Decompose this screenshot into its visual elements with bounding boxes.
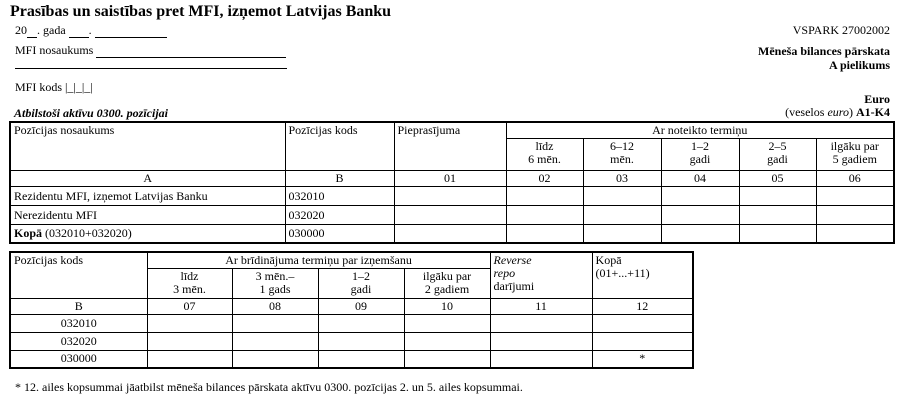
col-header-notice-2: 3 mēn.– 1 gads [232,269,318,299]
col-header-repo: Reverse repo darījumi [490,252,592,299]
letter-cell: 08 [232,299,318,315]
units-close: ) [849,105,853,119]
table-1 [9,121,895,244]
mfi-name-line [15,43,286,58]
row-code: 032010 [285,187,394,206]
mfi-name-field[interactable] [96,45,286,58]
table-row-total [10,225,894,243]
input-cell[interactable] [232,351,318,368]
row-code: 032020 [10,333,147,351]
input-cell[interactable] [232,333,318,351]
col-header-demand: Pieprasījuma [394,122,506,171]
col-header-notice-1: līdz 3 mēn. [147,269,232,299]
table-row [10,187,894,206]
input-cell[interactable] [318,315,404,333]
input-cell[interactable] [318,333,404,351]
letter-cell: 04 [661,171,739,187]
input-cell[interactable] [506,187,583,206]
letter-cell: 05 [739,171,816,187]
col-header-notice-3: 1–2 gadi [318,269,404,299]
col-header-term-2: 6–12 mēn. [583,139,661,171]
input-cell[interactable] [592,315,693,333]
mfi-code-boxes[interactable]: |_|_|_| [65,80,93,94]
day-field[interactable] [69,25,89,38]
input-cell[interactable] [816,225,894,243]
col-header-term-1: līdz 6 mēn. [506,139,583,171]
row-name: Rezidentu MFI, izņemot Latvijas Banku [10,187,285,206]
date-dot: . [88,23,92,37]
footnote: * 12. ailes kopsummai jāatbilst mēneša bilances pārskata aktīvu 0300. pozīcijas 2. un 5. ailes kopsummai. [15,380,523,394]
input-cell[interactable] [147,315,232,333]
input-cell[interactable] [816,206,894,225]
section-label: Atbilstoši aktīvu 0300. pozīcijai [14,106,169,120]
table-row [10,206,894,225]
input-cell[interactable] [490,333,592,351]
letter-cell: 02 [506,171,583,187]
input-cell[interactable] [394,206,506,225]
letter-cell: 12 [592,299,693,315]
letter-cell: 11 [490,299,592,315]
input-cell[interactable] [583,225,661,243]
input-cell[interactable] [739,187,816,206]
letter-cell: 09 [318,299,404,315]
month-field[interactable] [95,25,167,38]
units-line [785,105,890,120]
input-cell[interactable] [394,187,506,206]
letter-cell: B [10,299,147,315]
input-cell[interactable] [147,351,232,368]
row-code: 030000 [10,351,147,368]
form-title: Prasības un saistības pret MFI, izņemot Latvijas Banku [10,3,392,20]
mfi-code-label: MFI kods [15,80,63,94]
input-cell[interactable] [490,351,592,368]
table-row [10,315,693,333]
date-gada: . gada [37,23,66,37]
input-cell[interactable] [506,225,583,243]
asterisk-cell[interactable]: * [592,351,693,368]
input-cell[interactable] [404,351,490,368]
row-name-total: Kopā (032010+032020) [10,225,285,243]
col-header-total: Kopā (01+...+11) [592,252,693,299]
date-prefix: 20 [15,23,27,37]
col-header-term-group: Ar noteikto termiņu [506,122,894,139]
input-cell[interactable] [661,187,739,206]
row-code: 032010 [10,315,147,333]
col-header-notice-group: Ar brīdinājuma termiņu par izņemšanu [147,252,490,269]
letter-cell: 06 [816,171,894,187]
mfi-name-field-line2[interactable] [15,68,287,69]
date-line [15,23,167,38]
letter-cell: B [285,171,394,187]
mfi-code-line [15,80,93,95]
input-cell[interactable] [232,315,318,333]
input-cell[interactable] [490,315,592,333]
table-code: A1-K4 [856,105,890,119]
table-row [10,333,693,351]
row-name: Nerezidentu MFI [10,206,285,225]
letter-cell: A [10,171,285,187]
col-header-name: Pozīcijas nosaukums [10,122,285,171]
input-cell[interactable] [583,206,661,225]
letter-cell: 10 [404,299,490,315]
input-cell[interactable] [661,206,739,225]
input-cell[interactable] [583,187,661,206]
col-header-term-5: ilgāku par 5 gadiem [816,139,894,171]
col-header-term-3: 1–2 gadi [661,139,739,171]
form-code: VSPARK 27002002 [792,23,890,37]
col-header-code: Pozīcijas kods [285,122,394,171]
units-italic: euro [827,105,849,119]
letter-cell: 01 [394,171,506,187]
letter-cell: 07 [147,299,232,315]
input-cell[interactable] [661,225,739,243]
input-cell[interactable] [592,333,693,351]
input-cell[interactable] [739,225,816,243]
input-cell[interactable] [739,206,816,225]
report-name: Mēneša bilances pārskata [758,44,890,58]
table-row [10,351,693,368]
table-2 [9,251,694,369]
row-code: 032020 [285,206,394,225]
units-open: (veselos [785,105,828,119]
col-header-notice-4: ilgāku par 2 gadiem [404,269,490,299]
mfi-name-label: MFI nosaukums [15,43,94,57]
col-header-code: Pozīcijas kods [10,252,147,299]
input-cell[interactable] [816,187,894,206]
input-cell[interactable] [404,333,490,351]
currency-label: Euro [864,92,890,106]
input-cell[interactable] [506,206,583,225]
col-header-term-4: 2–5 gadi [739,139,816,171]
input-cell[interactable] [318,351,404,368]
input-cell[interactable] [147,333,232,351]
row-code: 030000 [285,225,394,243]
appendix-label: A pielikums [828,58,890,72]
input-cell[interactable] [394,225,506,243]
input-cell[interactable] [404,315,490,333]
letter-cell: 03 [583,171,661,187]
year-field[interactable] [27,25,37,38]
